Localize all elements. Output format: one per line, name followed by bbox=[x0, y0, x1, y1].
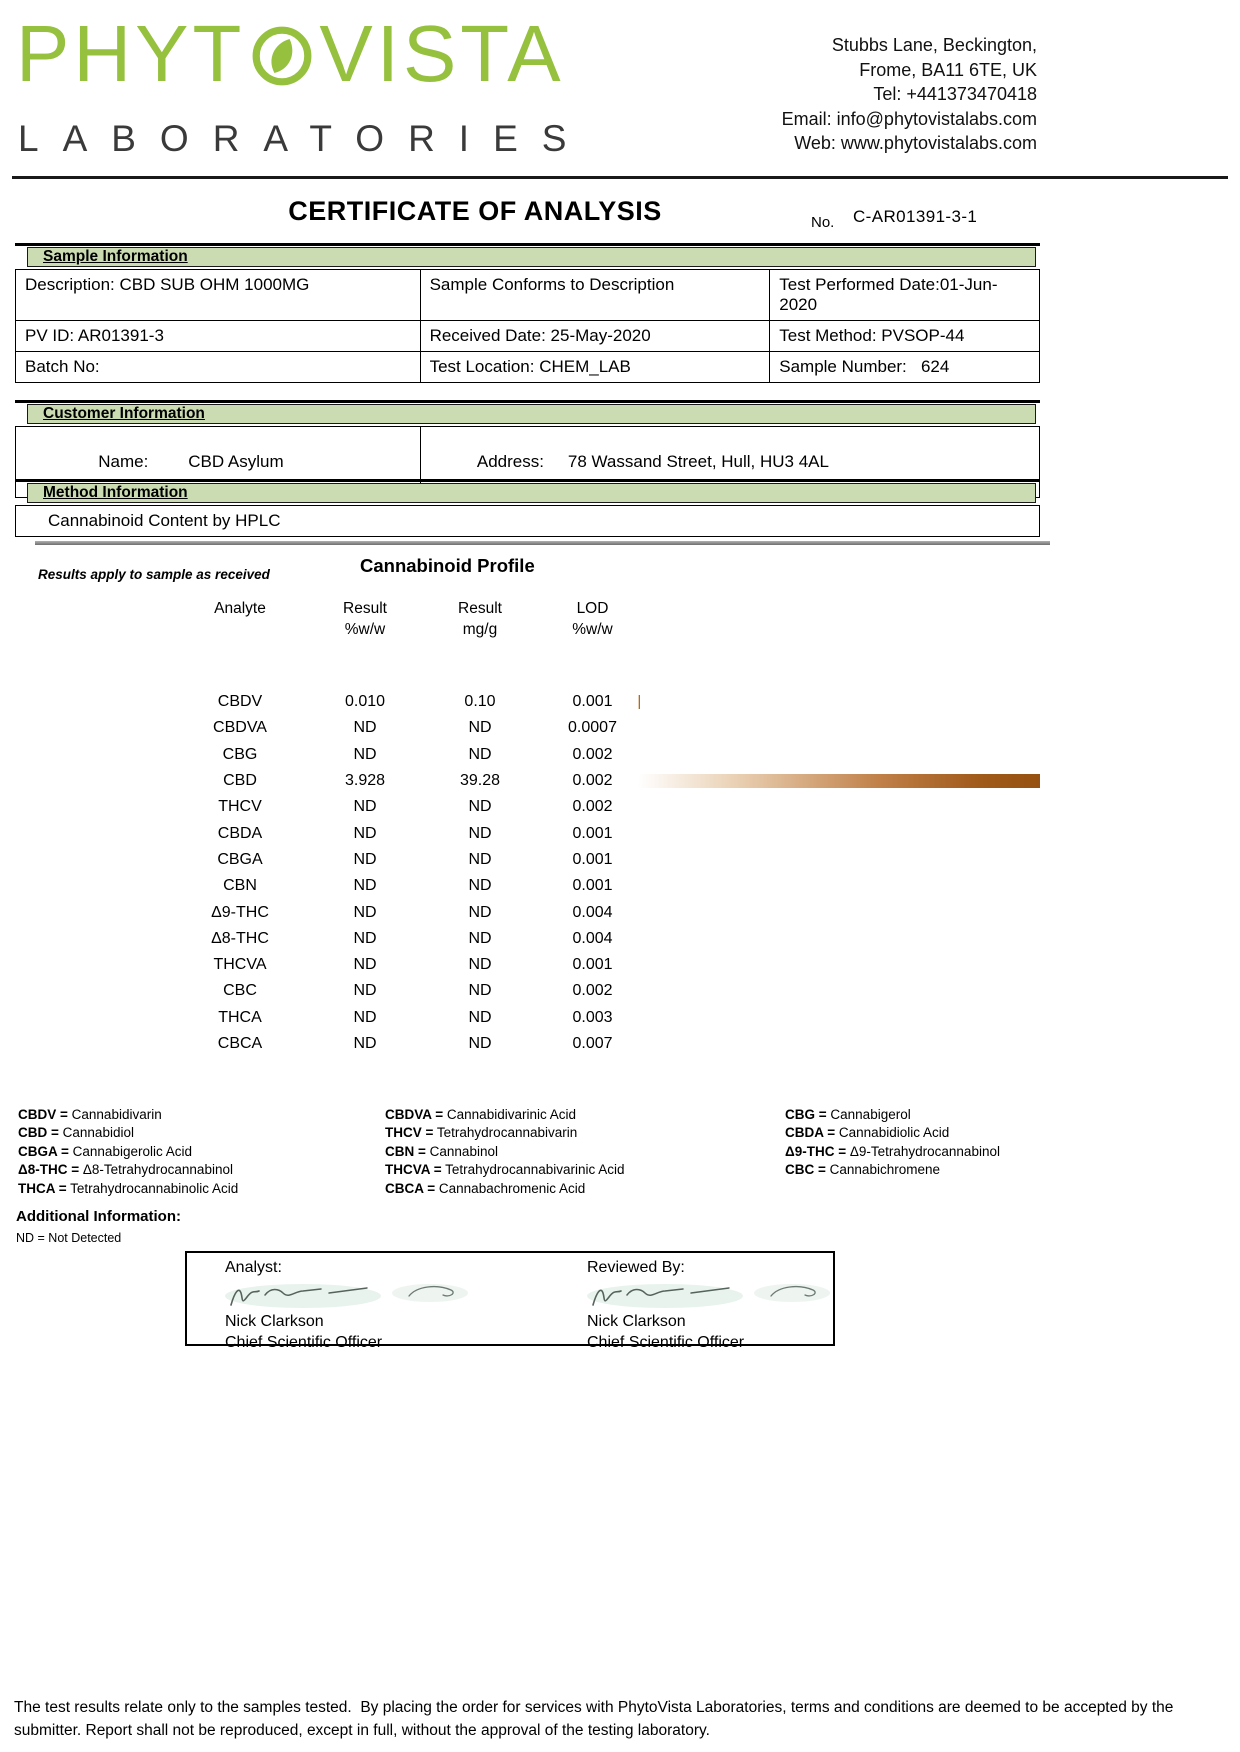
result-bar-track bbox=[638, 984, 1040, 998]
info-cell: Test Performed Date:01-Jun-2020 bbox=[770, 270, 1040, 321]
analyte-name: CBDVA bbox=[213, 719, 267, 737]
analyte-name: THCVA bbox=[213, 956, 267, 974]
column-header-lod: LOD %w/w bbox=[572, 600, 613, 638]
legend-abbr: THCVA = bbox=[385, 1162, 442, 1178]
legend-abbr: CBD = bbox=[18, 1125, 59, 1141]
result-pct-value: ND bbox=[353, 745, 377, 763]
legend-definition: Δ8-Tetrahydrocannabinol bbox=[82, 1162, 233, 1178]
result-pct-value: ND bbox=[353, 956, 377, 974]
analyst-signature-block bbox=[225, 1259, 525, 1352]
footer-disclaimer: The test results relate only to the samples tested. By placing the order for services with PhytoVista Laboratories, terms and conditions are deemed to be accepted by the submitter. Report shall not be reproduced, except in full, without the approval of the testing laboratory. bbox=[14, 1699, 1178, 1739]
result-pct-value: ND bbox=[353, 798, 377, 816]
info-cell: Description: CBD SUB OHM 1000MG bbox=[16, 270, 421, 321]
profile-column-headers bbox=[0, 598, 1040, 640]
info-cell: Batch No: bbox=[16, 352, 421, 383]
reviewer-name: Nick Clarkson bbox=[587, 1313, 686, 1330]
analyte-row bbox=[0, 978, 1045, 1004]
result-mgg-value: ND bbox=[468, 982, 492, 1000]
info-cell: Sample Number: 624 bbox=[770, 352, 1040, 383]
legend-definition: Cannabidivarin bbox=[71, 1107, 162, 1122]
legend-column-1 bbox=[18, 1106, 378, 1198]
result-pct-value: ND bbox=[353, 903, 377, 921]
legend-line bbox=[385, 1161, 780, 1179]
result-mgg-value: ND bbox=[468, 745, 492, 763]
result-mgg-value: ND bbox=[468, 956, 492, 974]
lod-value: 0.007 bbox=[572, 1035, 613, 1052]
legend-definition: Tetrahydrocannabivarin bbox=[436, 1125, 578, 1141]
legend-abbr: CBDV = bbox=[18, 1107, 68, 1122]
result-pct-value: ND bbox=[353, 982, 377, 1000]
analyte-name: THCA bbox=[218, 1008, 262, 1026]
section-rule bbox=[15, 479, 1040, 482]
logo-subtitle: LABORATORIES bbox=[18, 118, 591, 159]
header-divider bbox=[12, 176, 1228, 179]
page-title: CERTIFICATE OF ANALYSIS bbox=[288, 196, 662, 226]
info-row bbox=[16, 321, 1040, 352]
lod-value: 0.001 bbox=[572, 693, 613, 711]
result-bar-track bbox=[638, 879, 1040, 893]
result-pct-value: 0.010 bbox=[344, 693, 386, 711]
legend-line bbox=[18, 1106, 378, 1124]
sample-information-rows bbox=[16, 270, 1040, 383]
result-pct-value: ND bbox=[353, 719, 377, 737]
result-mgg-value: 39.28 bbox=[459, 772, 501, 790]
legend-line bbox=[785, 1161, 1205, 1179]
info-cell: PV ID: AR01391-3 bbox=[16, 321, 421, 352]
analyte-name: CBDA bbox=[217, 824, 263, 842]
result-mgg-value: ND bbox=[468, 1008, 492, 1026]
lod-value: 0.002 bbox=[572, 798, 613, 816]
additional-information-heading: Additional Information: bbox=[16, 1208, 181, 1225]
results-note: Results apply to sample as received bbox=[38, 567, 270, 582]
method-value: Cannabinoid Content by HPLC bbox=[16, 506, 1040, 537]
lod-value: 0.0007 bbox=[568, 719, 617, 737]
result-bar-track bbox=[638, 800, 1040, 814]
legend-abbr: Δ9-THC = bbox=[785, 1143, 847, 1159]
legend-definition: Cannabigerol bbox=[830, 1107, 911, 1122]
address-label: Address: bbox=[476, 452, 544, 471]
analyte-name: CBG bbox=[222, 745, 258, 763]
legend-line bbox=[785, 1143, 1205, 1161]
reviewed-by-label: Reviewed By: bbox=[587, 1259, 685, 1276]
result-mgg-value: ND bbox=[468, 850, 492, 868]
contact-line: Stubbs Lane, Beckington, bbox=[831, 35, 1037, 55]
lod-value: 0.003 bbox=[572, 1008, 613, 1026]
analyte-row bbox=[0, 926, 1045, 952]
legend-abbr: THCA = bbox=[18, 1180, 67, 1196]
analyte-name: CBGA bbox=[217, 850, 263, 868]
result-pct-value: 3.928 bbox=[344, 772, 386, 790]
legend-definition: Δ9-Tetrahydrocannabinol bbox=[849, 1143, 1000, 1159]
result-pct-value: ND bbox=[353, 1035, 377, 1052]
column-header-result-pct: Result %w/w bbox=[343, 600, 387, 638]
analyte-row bbox=[0, 1031, 1045, 1057]
logo-text-right: VISTA bbox=[319, 9, 565, 98]
analyte-name: THCV bbox=[218, 798, 262, 816]
lod-value: 0.002 bbox=[572, 772, 613, 790]
legend-abbr: THCV = bbox=[385, 1125, 434, 1141]
reviewer-signature-block bbox=[587, 1259, 827, 1352]
info-cell: Sample Conforms to Description bbox=[420, 270, 770, 321]
lod-value: 0.004 bbox=[572, 903, 613, 921]
analyst-label: Analyst: bbox=[225, 1259, 282, 1276]
legend-abbr: CBC = bbox=[785, 1162, 826, 1178]
analyte-name: Δ9-THC bbox=[211, 903, 269, 921]
legend-definition: Cannabigerolic Acid bbox=[72, 1143, 192, 1159]
analyte-row bbox=[0, 847, 1045, 873]
legend-definition: Cannabidivarinic Acid bbox=[446, 1107, 576, 1122]
info-cell: Received Date: 25-May-2020 bbox=[420, 321, 770, 352]
analyst-name: Nick Clarkson bbox=[225, 1313, 324, 1330]
result-mgg-value: ND bbox=[468, 1035, 492, 1052]
legend-definition: Cannabachromenic Acid bbox=[438, 1180, 586, 1196]
lod-value: 0.001 bbox=[572, 824, 613, 842]
profile-title: Cannabinoid Profile bbox=[360, 555, 535, 576]
result-bar-track bbox=[638, 958, 1040, 972]
legend-definition: Cannabinol bbox=[429, 1143, 498, 1159]
legend-definition: Tetrahydrocannabivarinic Acid bbox=[445, 1162, 625, 1178]
result-bar-track bbox=[638, 1011, 1040, 1025]
info-cell: Test Location: CHEM_LAB bbox=[420, 352, 770, 383]
result-bar-track bbox=[638, 695, 1040, 709]
result-mgg-value: ND bbox=[468, 903, 492, 921]
legend-line bbox=[18, 1124, 378, 1142]
analyte-name: CBN bbox=[223, 877, 257, 895]
result-pct-value: ND bbox=[353, 1008, 377, 1026]
result-mgg-value: ND bbox=[468, 877, 492, 895]
address-value: 78 Wassand Street, Hull, HU3 4AL bbox=[567, 452, 829, 471]
reviewer-signature bbox=[587, 1279, 837, 1313]
name-label: Name: bbox=[98, 452, 149, 471]
legend-abbr: CBG = bbox=[785, 1107, 827, 1122]
contact-line: Frome, BA11 6TE, UK bbox=[859, 59, 1037, 80]
analyte-row bbox=[0, 899, 1045, 925]
result-bar-track bbox=[638, 906, 1040, 920]
legend-line bbox=[785, 1124, 1205, 1142]
legend-line bbox=[385, 1180, 780, 1198]
certificate-no-value: C-AR01391-3-1 bbox=[853, 207, 978, 226]
analyte-row bbox=[0, 873, 1045, 899]
legend-abbr: CBCA = bbox=[385, 1180, 436, 1196]
result-pct-value: ND bbox=[353, 877, 377, 895]
analyte-row bbox=[0, 715, 1045, 741]
analyte-row bbox=[0, 768, 1045, 794]
lod-value: 0.004 bbox=[572, 929, 613, 947]
result-bar-track bbox=[638, 853, 1040, 867]
info-row bbox=[16, 352, 1040, 383]
analyte-row bbox=[0, 742, 1045, 768]
method-information-table bbox=[15, 505, 1040, 537]
leaf-icon bbox=[250, 24, 314, 88]
lod-value: 0.001 bbox=[572, 956, 613, 974]
column-header-result-mgg: Result mg/g bbox=[458, 600, 502, 638]
result-bar-track bbox=[638, 827, 1040, 841]
legend-definition: Cannabidiolic Acid bbox=[838, 1125, 950, 1141]
analyte-name: CBD bbox=[223, 772, 257, 790]
result-pct-value: ND bbox=[353, 850, 377, 868]
customer-information-heading: Customer Information bbox=[27, 404, 1036, 424]
column-header-analyte: Analyte bbox=[214, 600, 266, 617]
legend-abbr: CBDA = bbox=[785, 1125, 836, 1141]
result-pct-value: ND bbox=[353, 824, 377, 842]
logo-text-left: PHYT bbox=[16, 9, 246, 98]
method-information-heading: Method Information bbox=[27, 483, 1036, 503]
analyst-title: Chief Scientific Officer bbox=[225, 1334, 383, 1351]
analyte-name: CBCA bbox=[217, 1035, 263, 1052]
lod-value: 0.002 bbox=[572, 745, 613, 763]
result-bar-track bbox=[638, 748, 1040, 762]
legend-definition: Cannabichromene bbox=[829, 1162, 940, 1178]
legend-abbr: CBN = bbox=[385, 1143, 426, 1159]
result-bar-track bbox=[638, 774, 1040, 788]
section-divider bbox=[35, 541, 1050, 545]
legend-line bbox=[385, 1124, 780, 1142]
lod-value: 0.002 bbox=[572, 982, 613, 1000]
analyte-row bbox=[0, 820, 1045, 846]
legend-abbr: CBGA = bbox=[18, 1143, 69, 1159]
analyte-row bbox=[0, 1005, 1045, 1031]
contact-line: Web: www.phytovistalabs.com bbox=[794, 133, 1037, 154]
nd-note: ND = Not Detected bbox=[16, 1231, 122, 1245]
section-rule bbox=[15, 243, 1040, 246]
sample-information-heading: Sample Information bbox=[27, 247, 1036, 267]
result-mgg-value: ND bbox=[468, 824, 492, 842]
info-row bbox=[16, 270, 1040, 321]
contact-block bbox=[782, 33, 1037, 156]
legend-abbr: Δ8-THC = bbox=[18, 1162, 80, 1178]
analyte-name: CBC bbox=[223, 982, 257, 1000]
cannabinoid-table-body bbox=[0, 689, 1045, 1057]
legend-line bbox=[385, 1106, 780, 1124]
legend-definition: Cannabidiol bbox=[62, 1125, 134, 1141]
result-mgg-value: 0.10 bbox=[464, 693, 496, 711]
contact-line: Tel: +441373470418 bbox=[873, 84, 1037, 105]
analyte-row bbox=[0, 689, 1045, 715]
section-rule bbox=[15, 400, 1040, 403]
lod-value: 0.001 bbox=[572, 850, 613, 868]
signature-box bbox=[185, 1251, 835, 1351]
analyst-signature bbox=[225, 1279, 475, 1313]
info-cell: Test Method: PVSOP-44 bbox=[770, 321, 1040, 352]
result-bar-track bbox=[638, 721, 1040, 735]
sample-information-table bbox=[15, 269, 1040, 383]
legend-column-2 bbox=[385, 1106, 780, 1198]
analyte-row bbox=[0, 952, 1045, 978]
legend-line bbox=[18, 1180, 378, 1198]
analyte-name: CBDV bbox=[217, 693, 263, 711]
result-mgg-value: ND bbox=[468, 798, 492, 816]
contact-line: Email: info@phytovistalabs.com bbox=[781, 108, 1037, 129]
result-mgg-value: ND bbox=[468, 929, 492, 947]
result-pct-value: ND bbox=[353, 929, 377, 947]
logo bbox=[16, 9, 565, 98]
analyte-name: Δ8-THC bbox=[211, 929, 269, 947]
result-mgg-value: ND bbox=[468, 719, 492, 737]
legend-definition: Tetrahydrocannabinolic Acid bbox=[70, 1180, 239, 1196]
result-bar-track bbox=[638, 1037, 1040, 1051]
analyte-row bbox=[0, 794, 1045, 820]
lod-value: 0.001 bbox=[572, 877, 613, 895]
name-value: CBD Asylum bbox=[188, 452, 284, 471]
legend-abbr: CBDVA = bbox=[385, 1107, 444, 1122]
result-bar-track bbox=[638, 932, 1040, 946]
result-bar bbox=[638, 774, 1040, 788]
certificate-no-label: No. bbox=[811, 214, 835, 231]
legend-line bbox=[385, 1143, 780, 1161]
legend-line bbox=[18, 1161, 378, 1179]
legend-line bbox=[18, 1143, 378, 1161]
legend-column-3 bbox=[785, 1106, 1205, 1180]
legend-line bbox=[785, 1106, 1205, 1124]
method-row bbox=[16, 506, 1040, 537]
result-bar bbox=[638, 695, 640, 709]
reviewer-title: Chief Scientific Officer bbox=[587, 1334, 745, 1351]
